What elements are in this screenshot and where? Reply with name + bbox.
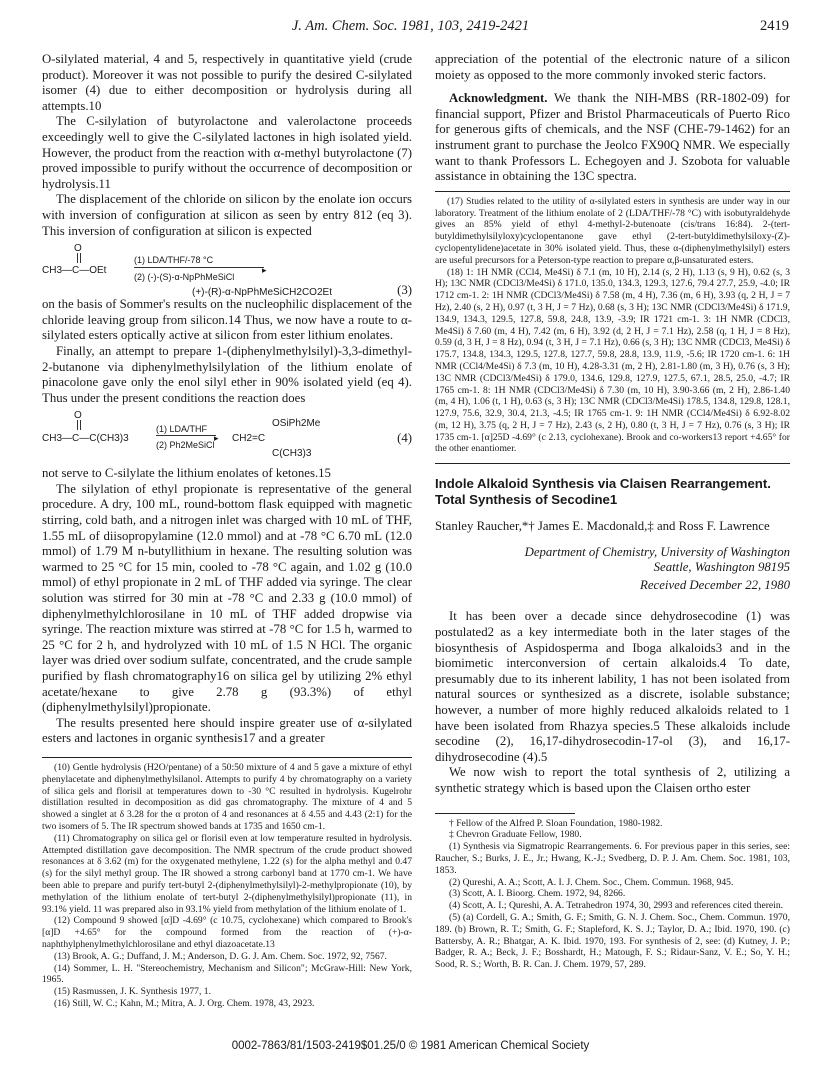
footnote: (16) Still, W. C.; Kahn, M.; Mitra, A. J. Org. Chem. 1978, 43, 2923.: [54, 997, 315, 1009]
reaction-arrow: [134, 267, 264, 268]
double-bond: [77, 253, 81, 263]
reaction-arrow: [156, 435, 216, 436]
arrow-head: ▸: [262, 265, 267, 276]
footnote: (17) Studies related to the utility of α-silylated esters in synthesis are under way in our laboratory. Treatment of the lithium enolate of 2 (LDA/THF/-78 °C) with isobutyraldehyde gives an 85% yield of ethyl 4-methyl-2-butenoate (cis/trans 16:84). 2-(tert-butyldimethylsilyloxy)cyclopentanone gave ethyl (2-tert-butyldimethylsiloxy-(Z)-cyclopentylidene)acetate in 30% isolated yield. Thus, these α-(diphenylmethylsilyl) esters are useful precursors for a Peterson-type reaction to prepare α,β-unsaturated esters.: [435, 195, 790, 266]
footnote-rule: [42, 757, 412, 758]
paragraph: We now wish to report the total synthesis of 2, utilizing a synthetic strategy which is based upon the Claisen ortho ester: [435, 765, 790, 795]
product: (+)-(R)-α-NpPhMeSiCH2CO2Et: [192, 287, 332, 299]
condition-2: (2) (-)-(S)-α-NpPhMeSiCl: [134, 272, 235, 283]
footnote: (12) Compound 9 showed [α]D -4.69° (c 10.75, cyclohexane) which compared to Brook's [α]D +4.65° for the compound formed from the reaction of (+)-α-naphthylphenylmethylchlorosilane and ethyl diazoacetate.13: [42, 915, 412, 950]
carbonyl-oxygen: O: [74, 410, 82, 422]
section-rule: [435, 463, 790, 464]
condition-2: (2) Ph2MeSiCl: [156, 440, 215, 451]
authors: Stanley Raucher,*† James E. Macdonald,‡ and Ross F. Lawrence: [435, 519, 770, 534]
footnote: † Fellow of the Alfred P. Sloan Foundation, 1980-1982.: [449, 817, 663, 829]
footnote: (5) (a) Cordell, G. A.; Smith, G. F.; Smith, G. N. J. Chem. Soc., Chem. Commun. 1970, 189. (b) Brown, R. T.; Smith, G. F.; Stapleford, K. S. J.; Taylor, D. A.; Ibid. 1970, 190. (c) Battersby, A. R.; Bhatgar, A. K. Ibid. 1970, 193. For synthesis of 2, see: (d) Kutney, J. P.; Badger, R. A.; Beck, J. F.; Bosshardt, H.; Matough, F. S.; Ridaur-Sanz, V. E.; So, Y. H.; Sood, R. S.; Worth, B. R. Can. J. Chem. 1979, 57, 289.: [435, 911, 790, 971]
footnotes-left: [42, 762, 412, 1010]
page-number: 2419: [760, 18, 789, 34]
right-column: [435, 52, 790, 971]
paragraph: The silylation of ethyl propionate is representative of the general procedure. A dry, 100 mL, round-bottom flask equipped with magnetic stirring, cold bath, and a nitrogen inlet was charged with 10 mL of THF, 1.55 mL of diisopropylamine (12.0 mmol) and at -78 °C 6.70 mL (12.0 mmol) of 1.79 M n-butyllithium in hexane. The resulting solution was warmed to 25 °C for 15 min, cooled to -78 °C again, and 1.02 g (10.0 mmol) of ethyl propionate in 2 mL of THF added via syringe. The clear solution was stirred for 30 min at -78 °C and 2.33 g (10.0 mmol) of diphenylmethylchlorosilane in 10 mL of THF added dropwise via syringe. The reaction mixture was stirred at -78 °C for 1.5 h, warmed to 25 °C for 2 h, and hydrolyzed with 10 mL of 1.5 N HCl. The organic layer was dried over sodium sulfate, concentrated, and the crude sample purified by flash chromatography16 on silica gel by utilizing 2% ethyl acetate/hexane to give 2.78 g (93.3%) of ethyl (diphenylmethylsilyl)propionate.: [42, 481, 412, 715]
received-date: Received December 22, 1980: [640, 577, 790, 592]
page-header: [0, 6, 821, 36]
product: CH2=C: [232, 433, 266, 445]
condition-1: (1) LDA/THF: [156, 424, 208, 435]
left-column: [42, 52, 412, 1010]
paragraph: not serve to C-silylate the lithium enolates of ketones.15: [42, 466, 331, 481]
reaction-scheme-4: [42, 406, 412, 466]
reaction-scheme-3: [42, 239, 412, 297]
double-bond: [77, 420, 81, 430]
carbonyl-oxygen: O: [74, 243, 82, 255]
acknowledgment-heading: Acknowledgment.: [449, 91, 548, 106]
footnote: ‡ Chevron Graduate Fellow, 1980.: [449, 829, 582, 841]
footnote: (15) Rasmussen, J. K. Synthesis 1977, 1.: [54, 986, 211, 998]
footnotes-right-bottom: [435, 818, 790, 971]
arrow-head: ▸: [214, 433, 219, 444]
footnote: (18) 1: 1H NMR (CCl4, Me4Si) δ 7.1 (m, 10 H), 2.14 (s, 2 H), 1.13 (s, 9 H), 0.62 (s, 3 H); 13C NMR (CDCl3/Me4Si) δ 171.0, 135.0, 134.3, 129.3, 127.6, 79.4 27.7, 25.9, -4.0; IR 1712 cm-1. 2: 1H NMR (CDCl3/Me4Si) δ 7.58 (m, 4 H), 7.36 (m, 6 H), 3.93 (q, 2 H, J = 7 Hz), 2.40 (s, 2 H), 0.97 (t, 3 H, J = 7 Hz), 0.68 (s, 3 H); 13C NMR (CDCl3/Me4Si) δ 171.9, 134.9, 134.3, 129.5, 127.8, 59.8, 24.8, 13.9, -3.9; IR 1721 cm-1. 3: 1H NMR (CDCl3, Me4Si) δ 7.60 (m, 4 H), 7.42 (m, 6 H), 3.92 (d, 2 H, J = 7.1 Hz), 2.58 (q, 1 H, J = 8 Hz), 0.59 (d, 3 H, J = 8 Hz), 0.94 (t, 3 H, J = 7.1 Hz), 0.66 (s, 3 H); 13C NMR (CDCl3, Me4Si) δ 175.7, 134.8, 134.3, 129.5, 127.8, 127.7, 59.8, 28.8, 13.9, 11.9, -5.6; IR 1720 cm-1. 6: 1H NMR (CCl4/Me4Si) δ 7.3 (m, 10 H), 4.28-3.31 (m, 2 H), 2.81-1.80 (m, 3 H), 0.76 (s, 3 H); 13C NMR (CDCl3/Me4Si) δ 179.0, 134.6, 129.8, 127.9, 127.5, 67.1, 28.5, 25.0, -4.7; IR 1765 cm-1. 8: 1H NMR (CDCl3/Me4Si) δ 7.30 (m, 10 H), 3.90-3.66 (m, 2 H), 2.86-1.40 (m, 4 H), 1.06 (t, 1 H), 0.63 (s, 3 H); 13C NMR (CDCl3/Me4Si) 178.5, 134.8, 129.8, 128.1, 127.9, 75.6, 32.9, 30.4, 21.3, -4.5; IR 1765 cm-1. 9: 1H NMR (CCl4/Me4Si) δ 6.92-8.02 (m, 12 H), 3.75 (q, 2 H, J = 7 Hz), 2.43 (s, 2 H), 0.80 (t, 3 H, J = 7 Hz), 0.76 (s, 3 H); IR 1735 cm-1. [α]25D -4.69° (c 2.13, cyclohexane). Brook and co-workers13 report +4.65° for the other enantiomer.: [435, 266, 790, 455]
paragraph: It has been over a decade since dehydrosecodine (1) was postulated2 as a key intermediate both in the later stages of the biosynthesis of Aspidosperma and Iboga alkaloids3 and in the biomimetic interconversion of certain alkaloids.4 To date, presumably due to its inherent lability, 1 has not been isolated from natural sources or synthesized as a discrete, isolable substance; however, a number of more highly reduced alkaloids related to 1 have been isolated from Rhazya species.5 These alkaloids include secodine (2), 16,17-dihydrosecodin-17-ol (3), and 16,17-dihydrosecodine (4).5: [435, 609, 790, 764]
footnote: (10) Gentle hydrolysis (H2O/pentane) of a 50:50 mixture of 4 and 5 gave a mixture of ethyl phenylacetate and diphenylmethylsilanol. Attempts to purify 4 by chromatography on a variety of silica gels and florisil at temperatures down to -30 °C resulted in hydrolysis. Kugelrohr distillation resulted in decomposition as did gas chromatography. The mixture of 4 and 5 showed a singlet at δ 3.28 for the α proton of 4 and resonances at δ 4.55 and 4.43 (2:1) for the two isomers of 5. The IR spectrum showed bands at 1735 and 1650 cm-1.: [42, 761, 412, 832]
reactant: CH3—C—OEt: [42, 265, 107, 277]
paragraph: The C-silylation of butyrolactone and valerolactone proceeds exceedingly well to give the C-silylated lactones in high isolated yield. However, the product from the reaction with α-methyl butyrolactone (7) proved impossible to purify without the occurrence of decomposition or hydrolysis.11: [42, 114, 412, 191]
footnote: (4) Scott, A. I.; Qureshi, A. A. Tetrahedron 1974, 30, 2993 and references cited therein.: [449, 900, 784, 912]
equation-number: (3): [397, 283, 412, 298]
page-footer: 0002-7863/81/1503-2419$01.25/0 © 1981 American Chemical Society: [231, 1040, 590, 1052]
city: Seattle, Washington 98195: [653, 560, 790, 575]
department: Department of Chemistry, University of Washington: [524, 545, 790, 560]
paragraph: on the basis of Sommer's results on the nucleophilic displacement of the chloride leaving group from silicon.14 Thus, we now have a route to α-silylated esters optically active at silicon from ester lithium enolates.: [42, 297, 412, 343]
paragraph: appreciation of the potential of the electronic nature of a silicon moiety as opposed to the more commonly invoked steric factors.: [435, 52, 790, 82]
equation-number: (4): [397, 431, 412, 446]
footnote: (11) Chromatography on silica gel or florisil even at low temperature resulted in hydrolysis. Attempted distillation gave decomposition. The NMR spectrum of the crude product showed resonances at δ 3.62 (m) for the oxygenated methylene, 1.22 (s) for the alpha methyl and 0.47 (s) for the silyl methyl group. The IR showed a strong carbonyl band at 1770 cm-1. We have been able to prepare and purify tert-butyl 2-(diphenylmethylsilyl)-2-methylpropionate (10), by methylation of the lithium enolate of tert-butyl 2-(diphenylmethylsilyl)propionate (11), in 93.1% yield. 11 was prepared also in 93.1% yield from methylation of the lithium enolate of 1.: [42, 832, 412, 915]
acknowledgment: [435, 91, 790, 185]
footnotes-right-top: [435, 196, 790, 456]
paragraph: The results presented here should inspire greater use of α-silylated esters and lactones in organic synthesis17 and a greater: [42, 715, 412, 746]
footnote: (1) Synthesis via Sigmatropic Rearrangements. 6. For previous paper in this series, see: Raucher, S.; Burks, J. E., Jr.; Hwang, K.-J.; Svedberg, D. P. J. Am. Chem. Soc. 1981, 103, 1853.: [435, 841, 790, 876]
footnote-rule: [435, 191, 790, 192]
journal-citation: J. Am. Chem. Soc. 1981, 103, 2419-2421: [291, 18, 530, 34]
reactant: CH3—C—C(CH3)3: [42, 433, 129, 445]
product-substituent-2: C(CH3)3: [272, 448, 312, 460]
acknowledgment-text: We thank the NIH-MBS (RR-1802-09) for financial support, Pfizer and Bristol Pharmaceuticals of Puerto Rico for generous gifts of chemicals, and the NSF (CHE-79-1462) for an instrument grant to purchase the Jeolco FX90Q NMR. We especially want to thank Professors L. Echegoyen and J. Szobota for valuable assistance in obtaining the 13C spectra.: [435, 91, 791, 184]
paragraph: Finally, an attempt to prepare 1-(diphenylmethylsilyl)-3,3-dimethyl-2-butanone via diphenylmethylsilylation of the lithium enolate of pinacolone gave only the enol silyl ether in 90% isolated yield (eq 4). Thus under the present conditions the reaction does: [42, 343, 412, 405]
footnote: (3) Scott, A. I. Bioorg. Chem. 1972, 94, 8266.: [449, 888, 626, 900]
footnote: (13) Brook, A. G.; Duffand, J. M.; Anderson, D. G. J. Am. Chem. Soc. 1972, 92, 7567.: [54, 950, 387, 962]
article-title: Indole Alkaloid Synthesis via Claisen Rearrangement. Total Synthesis of Secodine1: [435, 476, 771, 508]
footnote: (14) Sommer, L. H. "Stereochemistry, Mechanism and Silicon"; McGraw-Hill: New York, 1965.: [42, 962, 412, 986]
condition-1: (1) LDA/THF/-78 °C: [134, 255, 214, 266]
product-substituent-1: OSiPh2Me: [272, 418, 321, 430]
paragraph: O-silylated material, 4 and 5, respectively in quantitative yield (crude product). Moreover it was not possible to purify the desired C-silylated isomer (4) due to either decomposition or hydrolysis during all attempts.10: [42, 52, 412, 113]
footnote: (2) Qureshi, A. A.; Scott, A. I. J. Chem. Soc., Chem. Commun. 1968, 945.: [449, 876, 734, 888]
footnote-rule: [435, 813, 575, 814]
paragraph: The displacement of the chloride on silicon by the enolate ion occurs with inversion of configuration at silicon as seen by entry 812 (eq 3). This inversion of configuration at silicon is expected: [42, 192, 412, 238]
